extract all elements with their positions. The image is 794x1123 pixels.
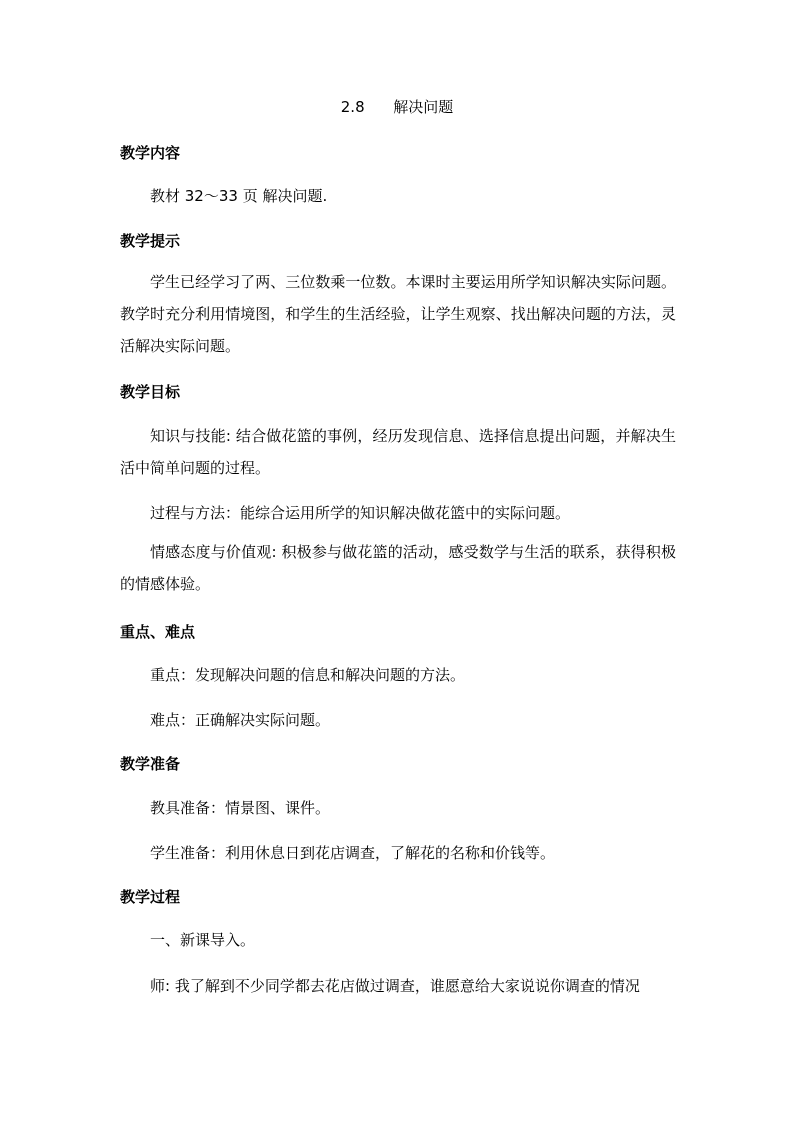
student-preparation-paragraph: 学生准备：利用休息日到花店调查，了解花的名称和价钱等。 [150,844,556,862]
key-point-paragraph: 重点：发现解决问题的信息和解决问题的方法。 [150,666,466,684]
goal-process-paragraph: 过程与方法：能综合运用所学的知识解决做花篮中的实际问题。 [150,504,571,522]
difficult-point-paragraph: 难点：正确解决实际问题。 [150,711,331,729]
goal-emotion-paragraph: 情感态度与价值观: 积极参与做花篮的活动，感受数学与生活的联系，获得积极的情感体验。 [120,543,676,593]
tips-paragraph: 学生已经学习了两、三位数乘一位数。本课时主要运用所学知识解决实际问题。教学时充分利用情境图，和学生的生活经验，让学生观察、找出解决问题的方法，灵活解决实际问题。 [120,273,676,355]
process-intro-paragraph: 一、新课导入。 [150,931,256,949]
section-heading-content: 教学内容 [120,144,181,162]
goal-knowledge-paragraph: 知识与技能: 结合做花篮的事例，经历发现信息、选择信息提出问题，并解决生活中简单问题的过程。 [120,427,676,477]
section-heading-process: 教学过程 [120,888,181,906]
document-title: 2.8 解决问题 [340,98,454,116]
section-heading-key-points: 重点、难点 [120,623,196,641]
process-teacher-paragraph: 师: 我了解到不少同学都去花店做过调查，谁愿意给大家说说你调查的情况 [150,977,640,995]
section-heading-preparation: 教学准备 [120,755,181,773]
section-heading-goals: 教学目标 [120,383,181,401]
content-paragraph: 教材 32～33 页 解决问题. [150,187,328,205]
teacher-preparation-paragraph: 教具准备：情景图、课件。 [150,799,331,817]
section-heading-tips: 教学提示 [120,232,181,250]
